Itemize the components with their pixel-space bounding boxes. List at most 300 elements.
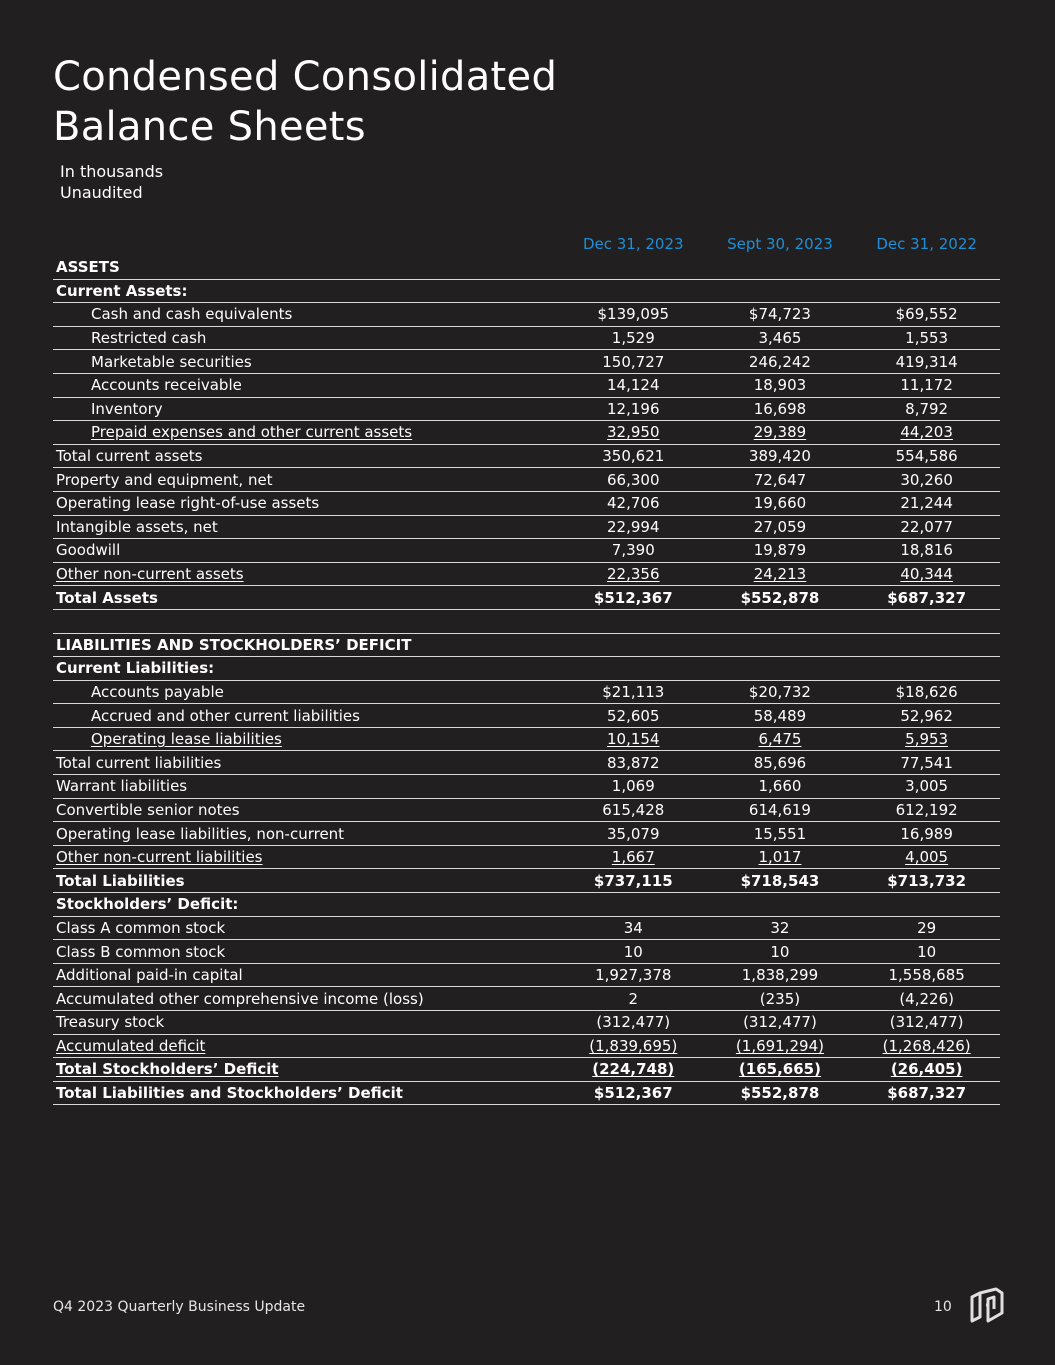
row-value xyxy=(560,845,707,869)
row-value-text: (235) xyxy=(759,989,801,1008)
table-row xyxy=(53,515,1000,539)
row-label xyxy=(53,421,560,445)
column-header: Dec 31, 2023 xyxy=(582,235,684,253)
row-value-text: 30,260 xyxy=(900,470,953,489)
row-value-text: 5,953 xyxy=(905,730,949,749)
row-value-text: 1,660 xyxy=(758,777,802,796)
row-label xyxy=(53,1081,560,1105)
table-row xyxy=(53,940,1000,964)
row-value xyxy=(707,1081,854,1105)
row-value-text: 77,541 xyxy=(900,753,953,772)
row-value-text: 58,489 xyxy=(753,706,807,725)
row-label-text: LIABILITIES AND STOCKHOLDERS’ DEFICIT xyxy=(56,635,412,654)
row-value-text: 34 xyxy=(623,918,643,937)
table-row xyxy=(53,751,1000,775)
row-value-text: 10,154 xyxy=(607,730,660,749)
row-value-text: (312,477) xyxy=(743,1013,817,1032)
table-row xyxy=(53,539,1000,563)
row-value xyxy=(707,256,854,279)
row-value xyxy=(560,798,707,822)
row-value xyxy=(560,350,707,374)
row-value-text: $512,367 xyxy=(593,1084,673,1103)
row-label-text: Current Liabilities: xyxy=(56,659,215,678)
row-value xyxy=(853,680,1000,704)
row-value-text: 1,529 xyxy=(611,329,655,348)
row-value xyxy=(707,727,854,751)
column-header: Sept 30, 2023 xyxy=(727,235,833,253)
row-value-text: $552,878 xyxy=(740,588,820,607)
row-value-text: 52,962 xyxy=(900,706,953,725)
row-value-text: 246,242 xyxy=(748,352,811,371)
row-label-text: Total current assets xyxy=(56,447,203,466)
row-value xyxy=(560,680,707,704)
row-value xyxy=(853,421,1000,445)
subtitle xyxy=(60,161,163,203)
row-label xyxy=(53,822,560,846)
row-label-text: Class A common stock xyxy=(56,918,226,937)
table-row xyxy=(53,822,1000,846)
row-value-text: 1,553 xyxy=(905,329,949,348)
row-label xyxy=(53,916,560,940)
row-label-text: Operating lease right-of-use assets xyxy=(56,494,320,513)
row-value-text: 32 xyxy=(770,918,790,937)
row-value xyxy=(707,987,854,1011)
table-row xyxy=(53,869,1000,893)
row-label xyxy=(53,468,560,492)
row-value xyxy=(707,562,854,586)
row-value xyxy=(707,586,854,610)
row-value-text: 52,605 xyxy=(607,706,660,725)
row-value xyxy=(853,775,1000,799)
row-label-text: Prepaid expenses and other current assets xyxy=(91,423,413,442)
row-value xyxy=(707,704,854,728)
row-value xyxy=(853,1034,1000,1058)
header-empty xyxy=(53,233,560,256)
row-label xyxy=(53,940,560,964)
row-value xyxy=(853,1081,1000,1105)
row-value xyxy=(560,893,707,917)
row-value-text: 7,390 xyxy=(611,541,655,560)
row-value-text: (224,748) xyxy=(592,1060,675,1079)
row-label xyxy=(53,987,560,1011)
row-value xyxy=(707,916,854,940)
row-value-text: $512,367 xyxy=(593,588,673,607)
row-value-text: (26,405) xyxy=(890,1060,963,1079)
footer-text: Q4 2023 Quarterly Business Update xyxy=(53,1299,306,1315)
table-body xyxy=(53,256,1000,1105)
row-label xyxy=(53,633,560,657)
row-value xyxy=(560,775,707,799)
row-value xyxy=(560,751,707,775)
row-value xyxy=(707,326,854,350)
row-label xyxy=(53,680,560,704)
table-row xyxy=(53,586,1000,610)
row-value xyxy=(560,397,707,421)
table-row xyxy=(53,350,1000,374)
row-value xyxy=(853,963,1000,987)
row-label xyxy=(53,303,560,327)
row-value xyxy=(853,704,1000,728)
row-value xyxy=(853,869,1000,893)
row-value xyxy=(560,987,707,1011)
row-value xyxy=(853,916,1000,940)
row-label-text: Accounts payable xyxy=(91,682,224,701)
row-label-text: Stockholders’ Deficit: xyxy=(56,895,239,914)
row-value xyxy=(853,609,1000,633)
row-value xyxy=(853,350,1000,374)
row-value-text: 19,660 xyxy=(753,494,807,513)
row-value-text: $713,732 xyxy=(887,871,967,890)
row-label xyxy=(53,491,560,515)
row-label xyxy=(53,845,560,869)
row-value-text: 83,872 xyxy=(607,753,660,772)
balance-sheet-table xyxy=(53,233,1000,1105)
row-value xyxy=(560,468,707,492)
row-label xyxy=(53,893,560,917)
row-label-text: Intangible assets, net xyxy=(56,517,218,536)
row-value xyxy=(853,444,1000,468)
row-value-text: 21,244 xyxy=(900,494,953,513)
row-value-text: 44,203 xyxy=(900,423,953,442)
row-value xyxy=(707,1011,854,1035)
row-value-text: 1,069 xyxy=(611,777,655,796)
row-value-text: (1,839,695) xyxy=(589,1036,678,1055)
row-value-text: 389,420 xyxy=(748,447,811,466)
row-value xyxy=(853,822,1000,846)
row-value xyxy=(560,727,707,751)
row-label xyxy=(53,539,560,563)
row-value xyxy=(853,633,1000,657)
row-value-text: 3,465 xyxy=(758,329,802,348)
row-value xyxy=(707,869,854,893)
row-value-text: 10 xyxy=(917,942,937,961)
row-label-text: Additional paid-in capital xyxy=(56,966,243,985)
row-value xyxy=(853,727,1000,751)
row-value-text: 6,475 xyxy=(758,730,802,749)
row-value xyxy=(560,609,707,633)
row-value xyxy=(560,822,707,846)
table-row xyxy=(53,775,1000,799)
row-value-text: 14,124 xyxy=(607,376,660,395)
table-row xyxy=(53,397,1000,421)
row-value-text: 42,706 xyxy=(607,494,660,513)
row-label xyxy=(53,751,560,775)
row-value xyxy=(853,987,1000,1011)
row-value-text: 614,619 xyxy=(748,800,811,819)
row-value xyxy=(853,539,1000,563)
row-value xyxy=(560,491,707,515)
row-value-text: (4,226) xyxy=(899,989,954,1008)
row-value xyxy=(707,893,854,917)
table-row xyxy=(53,987,1000,1011)
table-row xyxy=(53,491,1000,515)
row-value-text: 419,314 xyxy=(895,352,958,371)
row-label-text: Total Liabilities xyxy=(56,871,185,890)
row-value xyxy=(853,586,1000,610)
row-value xyxy=(853,845,1000,869)
row-value-text: 22,356 xyxy=(607,565,660,584)
row-value xyxy=(707,444,854,468)
table-row xyxy=(53,421,1000,445)
row-value-text: 554,586 xyxy=(895,447,958,466)
row-value xyxy=(853,1058,1000,1082)
row-value xyxy=(853,326,1000,350)
row-value-text: $20,732 xyxy=(748,682,811,701)
row-label-text: Total Stockholders’ Deficit xyxy=(56,1060,279,1079)
row-label-text: Total Liabilities and Stockholders’ Deficit xyxy=(56,1084,403,1103)
row-value xyxy=(560,704,707,728)
row-value xyxy=(560,256,707,279)
row-label-text: Treasury stock xyxy=(56,1013,165,1032)
row-value xyxy=(560,1034,707,1058)
row-value xyxy=(707,751,854,775)
row-value xyxy=(853,491,1000,515)
row-value xyxy=(560,963,707,987)
row-value xyxy=(853,279,1000,303)
row-value-text: 8,792 xyxy=(905,399,949,418)
row-value xyxy=(707,822,854,846)
row-value xyxy=(560,421,707,445)
row-value-text: (165,665) xyxy=(738,1060,821,1079)
column-header: Dec 31, 2022 xyxy=(876,235,977,253)
row-value xyxy=(707,633,854,657)
row-value-text: $552,878 xyxy=(740,1084,820,1103)
row-value-text: 19,879 xyxy=(753,541,807,560)
row-label-text: Other non-current assets xyxy=(56,565,244,584)
row-value xyxy=(707,421,854,445)
row-value xyxy=(560,562,707,586)
spacer-row xyxy=(53,609,1000,633)
row-value-text: 29 xyxy=(917,918,937,937)
row-value xyxy=(560,940,707,964)
row-value-text: 85,696 xyxy=(753,753,807,772)
row-value-text: 22,994 xyxy=(607,517,660,536)
row-value-text: 10 xyxy=(770,942,790,961)
row-value xyxy=(560,1011,707,1035)
row-label xyxy=(53,397,560,421)
row-label xyxy=(53,775,560,799)
table-row xyxy=(53,562,1000,586)
table-row xyxy=(53,893,1000,917)
table-row xyxy=(53,680,1000,704)
row-value xyxy=(853,893,1000,917)
row-value-text: 66,300 xyxy=(607,470,660,489)
table-row xyxy=(53,303,1000,327)
row-label-text: Marketable securities xyxy=(91,352,252,371)
row-value-text: 1,017 xyxy=(758,848,802,867)
row-value xyxy=(707,539,854,563)
row-label-text: Warrant liabilities xyxy=(56,777,188,796)
row-value-text: 4,005 xyxy=(905,848,949,867)
row-value-text: 1,927,378 xyxy=(595,966,672,985)
row-value xyxy=(707,491,854,515)
row-value xyxy=(707,609,854,633)
row-value xyxy=(560,515,707,539)
row-value-text: (1,268,426) xyxy=(882,1036,971,1055)
row-value xyxy=(560,657,707,681)
row-value xyxy=(707,279,854,303)
subtitle-audit-status: Unaudited xyxy=(60,183,143,202)
page-number: 10 xyxy=(934,1299,952,1315)
row-value xyxy=(560,539,707,563)
row-value-text: 22,077 xyxy=(900,517,953,536)
row-label xyxy=(53,350,560,374)
row-value xyxy=(560,373,707,397)
row-value xyxy=(707,373,854,397)
row-value-text: 72,647 xyxy=(753,470,807,489)
row-value-text: $139,095 xyxy=(597,305,670,324)
row-label xyxy=(53,256,560,279)
row-value xyxy=(853,303,1000,327)
row-label xyxy=(53,1058,560,1082)
row-value xyxy=(560,869,707,893)
table-row xyxy=(53,279,1000,303)
row-value xyxy=(853,657,1000,681)
row-label-text: Class B common stock xyxy=(56,942,226,961)
row-value xyxy=(707,303,854,327)
row-label xyxy=(53,1011,560,1035)
table-row xyxy=(53,727,1000,751)
row-label-text: Operating lease liabilities, non-current xyxy=(56,824,345,843)
table-row xyxy=(53,916,1000,940)
row-label-text: Property and equipment, net xyxy=(56,470,273,489)
row-value xyxy=(707,657,854,681)
row-value xyxy=(853,515,1000,539)
table-row xyxy=(53,1011,1000,1035)
row-value xyxy=(853,751,1000,775)
row-value-text: $74,723 xyxy=(748,305,811,324)
row-value xyxy=(853,940,1000,964)
row-value xyxy=(560,326,707,350)
company-logo-icon xyxy=(966,1285,1006,1325)
row-value xyxy=(560,916,707,940)
row-value xyxy=(707,963,854,987)
row-label-text: Operating lease liabilities xyxy=(91,730,282,749)
row-label xyxy=(53,515,560,539)
row-value xyxy=(853,1011,1000,1035)
row-value-text: 612,192 xyxy=(895,800,958,819)
row-value-text: 18,816 xyxy=(900,541,953,560)
row-label-text: Total current liabilities xyxy=(56,753,222,772)
row-label-text: ASSETS xyxy=(56,258,120,277)
row-label xyxy=(53,869,560,893)
row-value-text: 1,558,685 xyxy=(888,966,965,985)
row-value-text: 3,005 xyxy=(905,777,949,796)
row-value xyxy=(560,303,707,327)
row-value xyxy=(560,1081,707,1105)
table-row xyxy=(53,704,1000,728)
row-value-text: (312,477) xyxy=(596,1013,671,1032)
row-value-text: 40,344 xyxy=(900,565,953,584)
row-value xyxy=(707,1034,854,1058)
row-value-text: $18,626 xyxy=(895,682,958,701)
row-label-text: Accumulated other comprehensive income (loss) xyxy=(56,989,424,1008)
row-label xyxy=(53,963,560,987)
row-value-text: 350,621 xyxy=(602,447,665,466)
row-value-text: 24,213 xyxy=(753,565,807,584)
row-value xyxy=(707,1058,854,1082)
row-value-text: 15,551 xyxy=(753,824,807,843)
table-row xyxy=(53,256,1000,279)
row-label xyxy=(53,727,560,751)
row-value-text: 16,989 xyxy=(900,824,953,843)
row-label-text: Current Assets: xyxy=(56,281,188,300)
row-value-text: 18,903 xyxy=(753,376,807,395)
row-value xyxy=(560,279,707,303)
page-title: Condensed Consolidated Balance Sheets xyxy=(53,54,558,150)
row-label xyxy=(53,657,560,681)
row-value-text: 12,196 xyxy=(607,399,660,418)
table-row xyxy=(53,657,1000,681)
row-value-text: 32,950 xyxy=(607,423,660,442)
row-label-text: Inventory xyxy=(91,399,163,418)
row-label xyxy=(53,444,560,468)
row-label-text: Convertible senior notes xyxy=(56,800,240,819)
row-label-text: Accrued and other current liabilities xyxy=(91,706,360,725)
row-value-text: $737,115 xyxy=(593,871,673,890)
table-row xyxy=(53,845,1000,869)
row-value xyxy=(707,680,854,704)
row-value xyxy=(853,468,1000,492)
row-value-text: (312,477) xyxy=(889,1013,964,1032)
table-row xyxy=(53,326,1000,350)
table-row xyxy=(53,798,1000,822)
row-label-text: Cash and cash equivalents xyxy=(91,305,293,324)
row-label xyxy=(53,326,560,350)
row-value-text: 35,079 xyxy=(607,824,660,843)
row-value-text: $687,327 xyxy=(887,1084,967,1103)
row-value xyxy=(560,633,707,657)
row-value-text: 27,059 xyxy=(753,517,807,536)
row-value xyxy=(560,586,707,610)
row-value-text: 11,172 xyxy=(900,376,953,395)
row-label xyxy=(53,562,560,586)
table-row xyxy=(53,633,1000,657)
row-label xyxy=(53,279,560,303)
row-value-text: (1,691,294) xyxy=(735,1036,824,1055)
row-value xyxy=(707,798,854,822)
row-value-text: 2 xyxy=(628,989,639,1008)
row-label-text: Goodwill xyxy=(56,541,121,560)
row-value xyxy=(707,845,854,869)
row-label xyxy=(53,798,560,822)
row-value xyxy=(853,256,1000,279)
row-value-text: $21,113 xyxy=(602,682,665,701)
table-row xyxy=(53,963,1000,987)
row-label xyxy=(53,1034,560,1058)
row-value xyxy=(707,397,854,421)
row-label xyxy=(53,373,560,397)
row-label-text: Other non-current liabilities xyxy=(56,848,263,867)
table-header-row xyxy=(53,233,1000,256)
table-row xyxy=(53,468,1000,492)
row-value xyxy=(707,515,854,539)
subtitle-units: In thousands xyxy=(60,162,164,181)
table-row xyxy=(53,1058,1000,1082)
row-value xyxy=(853,373,1000,397)
row-value-text: $687,327 xyxy=(887,588,967,607)
row-value-text: $69,552 xyxy=(895,305,958,324)
table-row xyxy=(53,1081,1000,1105)
row-value-text: 29,389 xyxy=(753,423,807,442)
row-value xyxy=(853,562,1000,586)
row-label-text: Total Assets xyxy=(56,588,158,607)
row-value xyxy=(707,350,854,374)
table-row xyxy=(53,1034,1000,1058)
row-value-text: 16,698 xyxy=(753,399,807,418)
row-label xyxy=(53,586,560,610)
row-value-text: 1,667 xyxy=(611,848,655,867)
